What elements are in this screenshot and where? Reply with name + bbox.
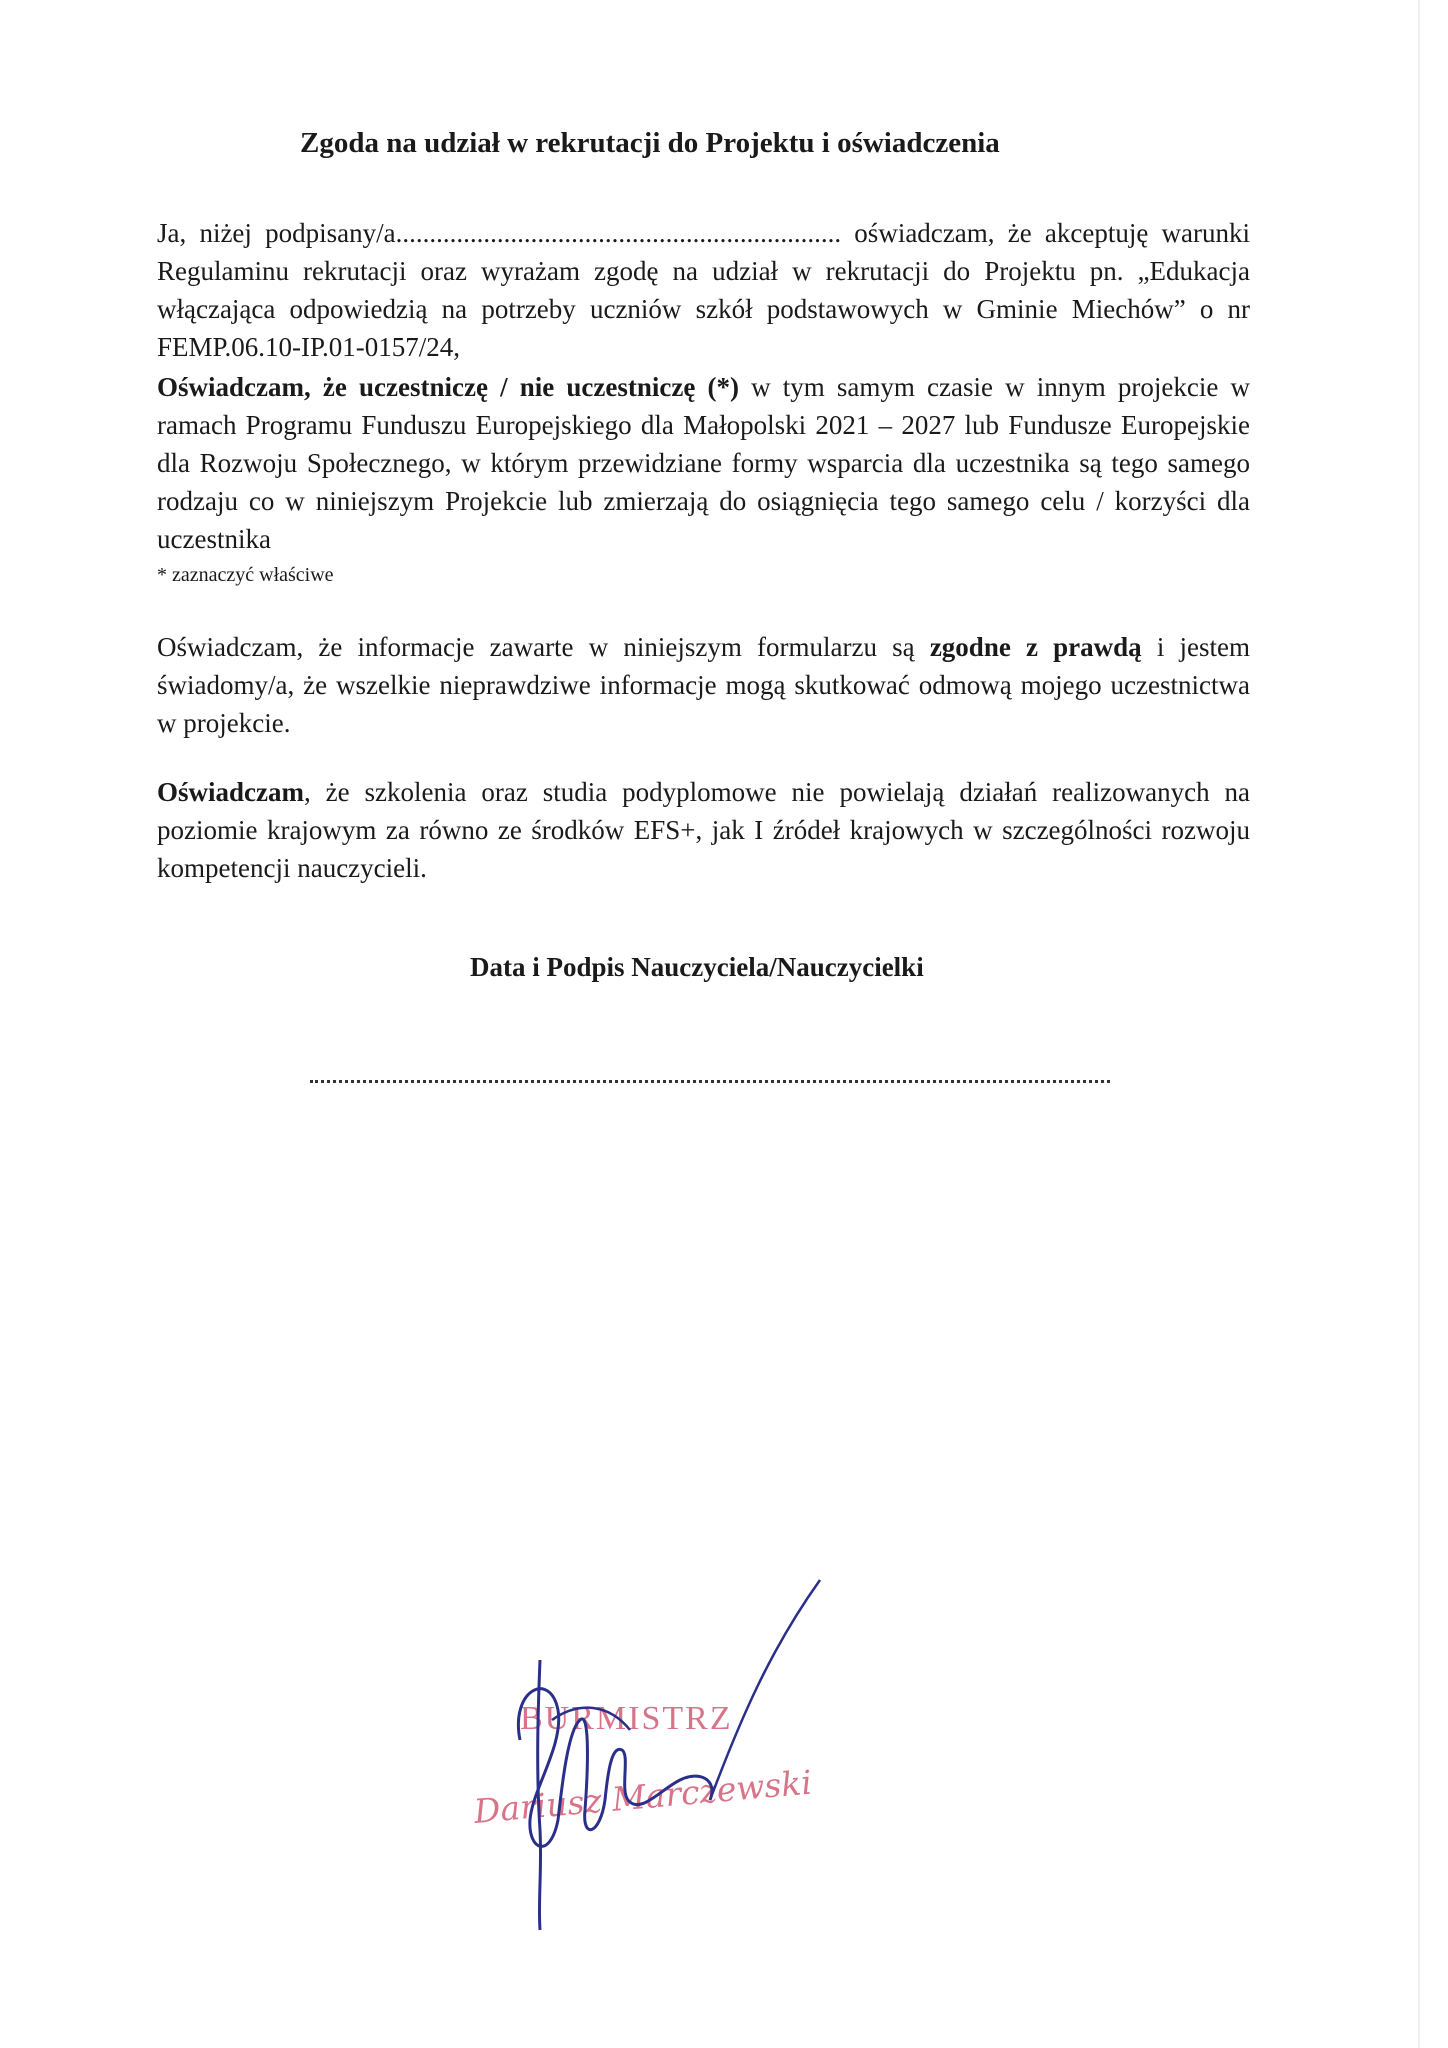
truthfulness-text-end: i jestem świadomy/a, że wszelkie nieprawdziwe informacje mogą skutkować odmową mojego uczestnictwa w projekcie. (157, 632, 1250, 738)
stamp-name: Dariusz Marczewski (472, 1762, 814, 1831)
truthfulness-statement (157, 628, 1250, 742)
signature-line (310, 1060, 1110, 1083)
truthfulness-text-start: Oświadczam, że informacje zawarte w niniejszym formularzu są (157, 632, 930, 662)
participation-statement-bold: Oświadczam, że uczestniczę / nie uczestniczę (*) (157, 372, 739, 402)
scan-edge (1418, 0, 1420, 2048)
participation-statement-text: w tym samym czasie w innym projekcie w ramach Programu Funduszu Europejskiego dla Małopolski 2021 – 2027 lub Fundusze Europejskie dla Rozwoju Społecznego, w którym przewidziane formy wsparcia dla uczestnika są tego samego rodzaju co w niniejszym Projekcie lub zmierzają do osiągnięcia tego samego celu / korzyści dla uczestnika (157, 372, 1250, 554)
training-statement-text: , że szkolenia oraz studia podyplomowe nie powielają działań realizowanych na poziomie krajowym za równo ze środków EFS+, jak I źródeł krajowych w szczególności rozwoju kompetencji nauczycieli. (157, 777, 1250, 883)
document-title: Zgoda na udział w rekrutacji do Projektu i oświadczenia (300, 127, 1000, 159)
training-statement (157, 773, 1250, 887)
footnote: * zaznaczyć właściwe (157, 564, 334, 586)
signature-label: Data i Podpis Nauczyciela/Nauczycielki (470, 952, 924, 982)
handwritten-signature (440, 1570, 860, 1950)
truthfulness-bold: zgodne z prawdą (929, 632, 1142, 662)
stamp-title: BURMISTRZ (520, 1700, 733, 1737)
participation-statement (157, 368, 1250, 588)
training-statement-bold: Oświadczam (157, 777, 304, 807)
consent-paragraph: Ja, niżej podpisany/a.................................................................. oświadczam, że akceptuję warunki Regulaminu rekrutacji oraz wyrażam zgodę na udział w rekrutacji do Projektu pn. „Edukacja włączająca odpowiedzią na potrzeby uczniów szkół podstawowych w Gminie Miechów” o nr FEMP.06.10-IP.01-0157/24, (157, 218, 1250, 362)
